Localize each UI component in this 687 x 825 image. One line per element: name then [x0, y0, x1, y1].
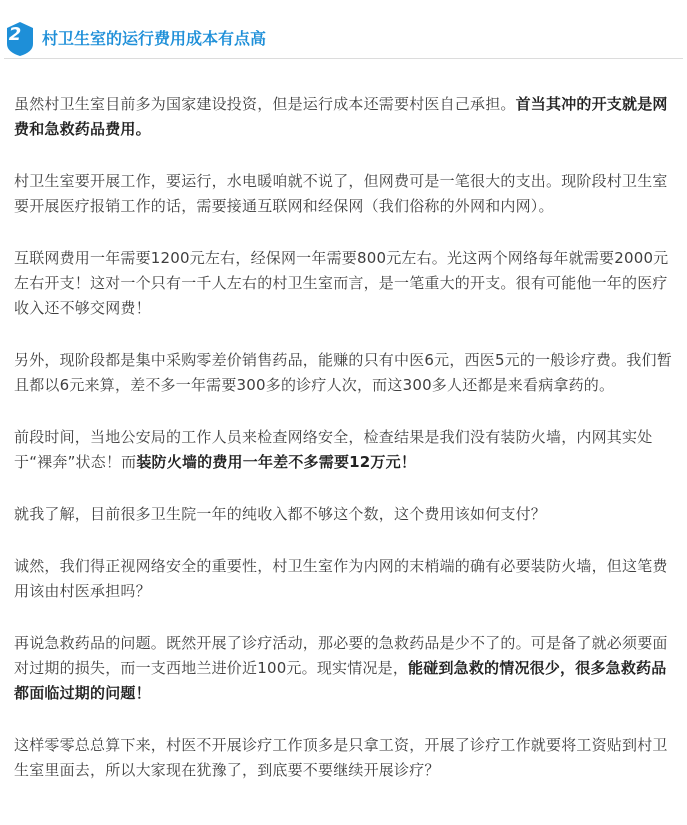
paragraph-text: 村卫生室要开展工作，要运行，水电暖咱就不说了，但网费可是一笔很大的支出。现阶段村卫生室要开展医疗报销工作的话，需要接通互联网和经保网（我们俗称的外网和内网）。: [14, 172, 668, 215]
paragraph-text: 这样零零总总算下来，村医不开展诊疗工作顶多是只拿工资，开展了诊疗工作就要将工资贴到村卫生室里面去，所以大家现在犹豫了，到底要不要继续开展诊疗？: [14, 736, 668, 779]
paragraph: [14, 502, 678, 527]
paragraph-emphasis: 装防火墙的费用一年差不多需要12万元！: [136, 453, 417, 471]
paragraph-text: 另外，现阶段都是集中采购零差价销售药品，能赚的只有中医6元，西医5元的一般诊疗费。我们暂且都以6元来算，差不多一年需要300多的诊疗人次，而这300多人还都是来看病拿药的。: [14, 351, 672, 394]
paragraph-text: 前段时间，当地公安局的工作人员来检查网络安全，检查结果是我们没有装防火墙，内网其实处于“裸奔”状态！而: [14, 428, 653, 471]
paragraph-text: 虽然村卫生室目前多为国家建设投资，但是运行成本还需要村医自己承担。: [14, 95, 516, 113]
paragraph: [14, 631, 678, 706]
paragraph: [14, 169, 678, 219]
section-title: 村卫生室的运行费用成本有点高: [42, 29, 267, 48]
paragraph-emphasis: 首当其冲的开支就是网费和急救药品费用。: [14, 95, 668, 138]
paragraph: [14, 554, 678, 604]
paragraph-text: 诚然，我们得正视网络安全的重要性，村卫生室作为内网的末梢端的确有必要装防火墙，但这笔费用该由村医承担吗？: [14, 557, 668, 600]
paragraph: [14, 92, 678, 142]
paragraph-text: 再说急救药品的问题。既然开展了诊疗活动，那必要的急救药品是少不了的。可是备了就必须要面对过期的损失，而一支西地兰进价近100元。现实情况是，: [14, 634, 668, 677]
paragraph: [14, 425, 678, 475]
article-body: [14, 92, 678, 810]
section-header: [0, 20, 687, 60]
paragraph-text: 就我了解，目前很多卫生院一年的纯收入都不够这个数，这个费用该如何支付？: [14, 505, 547, 523]
paragraph-emphasis: 能碰到急救的情况很少，很多急救药品都面临过期的问题！: [14, 659, 667, 702]
header-divider: [4, 58, 683, 59]
paragraph-text: 互联网费用一年需要1200元左右，经保网一年需要800元左右。光这两个网络每年就需要2000元左右开支！这对一个只有一千人左右的村卫生室而言，是一笔重大的开支。很有可能他一年的医疗收入还不够交网费！: [14, 249, 669, 317]
paragraph: [14, 348, 678, 398]
paragraph: [14, 733, 678, 783]
section-number: 2: [8, 24, 22, 45]
paragraph: [14, 246, 678, 321]
